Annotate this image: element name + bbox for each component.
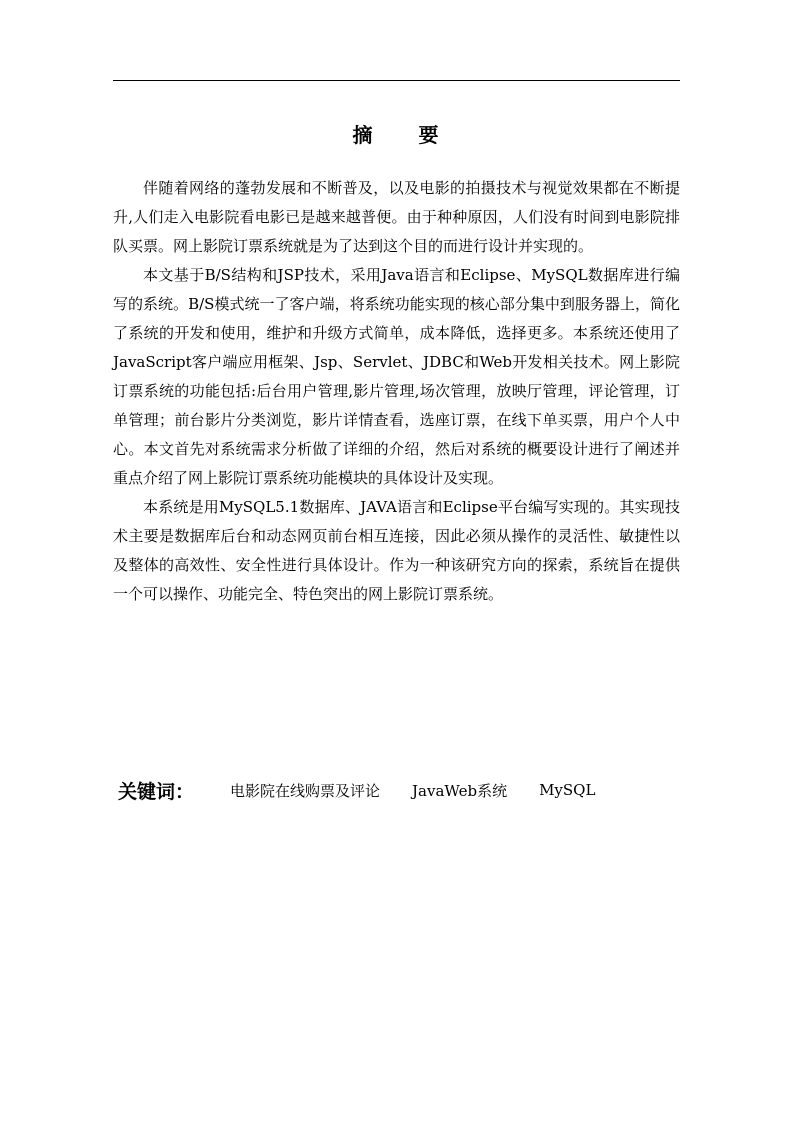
abstract-title: 摘 要 (352, 123, 441, 147)
keyword-item: JavaWeb系统 (412, 781, 508, 800)
abstract-paragraph-1: 伴随着网络的蓬勃发展和不断普及，以及电影的拍摄技术与视觉效果都在不断提升,人们走入电影院看电影已是越来越普便。由于种种原因，人们没有时间到电影院排队买票。网上影院订票系统就是为了达到这个目的而进行设计并实现的。 (113, 179, 680, 255)
abstract-body (113, 174, 680, 609)
abstract-paragraph-3: 本系统是用MySQL5.1数据库、JAVA语言和Eclipse平台编写实现的。其实现技术主要是数据库后台和动态网页前台相互连接，因此必须从操作的灵活性、敏捷性以及整体的高效性、安全性进行具体设计。作为一种该研究方向的探索，系统旨在提供一个可以操作、功能完全、特色突出的网上影院订票系统。 (113, 498, 680, 603)
keywords-line (118, 775, 627, 805)
keywords-label: 关键词： (118, 780, 195, 803)
keyword-item: MySQL (539, 781, 596, 799)
abstract-paragraph-2: 本文基于B/S结构和JSP技术，采用Java语言和Eclipse、MySQL数据库进行编写的系统。B/S模式统一了客户端，将系统功能实现的核心部分集中到服务器上，简化了系统的开发和使用，维护和升级方式简单，成本降低，选择更多。本系统还使用了JavaScript客户端应用框架、Jsp、Servlet、JDBC和Web开发相关技术。网上影院订票系统的功能包括:后台用户管理,影片管理,场次管理，放映厅管理，评论管理，订单管理；前台影片分类浏览，影片详情查看，选座订票，在线下单买票，用户个人中心。本文首先对系统需求分析做了详细的介绍，然后对系统的概要设计进行了阐述并重点介绍了网上影院订票系统功能模块的具体设计及实现。 (113, 266, 680, 487)
header-rule (113, 80, 680, 81)
keyword-item: 电影院在线购票及评论 (230, 781, 381, 800)
